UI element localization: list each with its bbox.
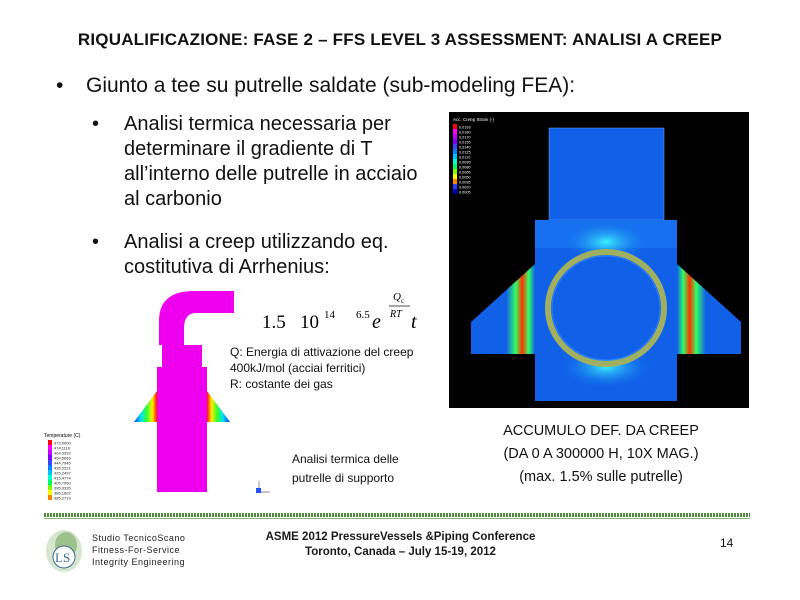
legend-value: 0,0005: [459, 190, 471, 195]
legend-value: 0,0065: [459, 170, 471, 175]
legend-swatch: [453, 164, 457, 169]
arrhenius-formula: [262, 286, 432, 336]
logo-text: LS: [55, 550, 71, 565]
formula-e: e: [372, 311, 381, 333]
company-line: Integrity Engineering: [92, 557, 186, 567]
legend-value: 0,0035: [459, 180, 471, 185]
legend-value: 0,0155: [459, 140, 471, 145]
legend-swatch: [453, 189, 457, 194]
legend-value: 464,3392: [54, 450, 71, 456]
footer-divider-line: [44, 518, 750, 519]
fea-legend-values: [459, 126, 471, 195]
legend-value: 435,0221: [54, 465, 71, 471]
legend-swatch: [453, 124, 457, 129]
axis-origin: [256, 488, 261, 493]
info-line: 400kJ/mol (acciai ferritici): [230, 361, 366, 375]
legend-value: 0,0180: [459, 130, 471, 135]
slide-title: RIQUALIFICAZIONE: FASE 2 – FFS LEVEL 3 ASSESSMENT: ANALISI A CREEP: [77, 30, 723, 49]
thermal-analysis-image: [44, 287, 284, 501]
conference-line: Toronto, Canada – July 15-19, 2012: [305, 546, 496, 558]
company-line: Fitness-For-Service: [92, 545, 181, 555]
formula-base: 10: [300, 312, 319, 333]
formula-num: Q: [393, 291, 401, 303]
caption-line: (max. 1.5% sulle putrelle): [519, 469, 683, 485]
thermal-legend: [48, 440, 52, 500]
legend-swatch: [453, 154, 457, 159]
conference-info: [228, 530, 573, 560]
legend-swatch: [48, 460, 52, 465]
legend-swatch: [453, 174, 457, 179]
legend-value: 386,1602: [54, 490, 71, 496]
legend-value: 0,0170: [459, 135, 471, 140]
formula-t: t: [411, 311, 417, 333]
legend-value: 474,1116: [54, 445, 71, 451]
legend-swatch: [48, 470, 52, 475]
legend-swatch: [453, 139, 457, 144]
formula-exponent: 14: [324, 309, 335, 321]
legend-swatch: [48, 445, 52, 450]
sub-bullet-thermal: [92, 112, 422, 212]
legend-value: 425,2497: [54, 470, 71, 476]
legend-swatch: [453, 179, 457, 184]
legend-swatch: [48, 455, 52, 460]
fea-caption: [455, 420, 747, 489]
company-name: [92, 532, 185, 568]
sub-bullet-text: Analisi a creep utilizzando eq. costitutiva di Arrhenius:: [124, 231, 389, 278]
legend-value: 415,4774: [54, 475, 71, 481]
legend-swatch: [453, 134, 457, 139]
legend-value: 0,0110: [459, 155, 471, 160]
fea-creep-image: [449, 112, 749, 408]
sub-bullet-text: Analisi termica necessaria per determinare il gradiente di T all’interno delle putrelle in acciaio al carbonio: [124, 113, 418, 210]
fea-pipe-top: [549, 128, 664, 220]
formula-den: RT: [390, 309, 402, 320]
legend-swatch: [453, 184, 457, 189]
legend-value: 0,0020: [459, 185, 471, 190]
legend-swatch: [48, 495, 52, 500]
main-bullet-text: Giunto a tee su putrelle saldate (sub-modeling FEA):: [86, 74, 576, 97]
legend-value: 473,0000: [54, 440, 71, 446]
thermal-label: Analisi termica delle putrelle di supporto: [292, 452, 399, 485]
fea-legend-title: Acc. Creep Strain (-): [453, 117, 495, 122]
legend-value: 385,2719: [54, 495, 71, 501]
legend-swatch: [48, 485, 52, 490]
formula-stress-exp: 6.5: [356, 309, 370, 321]
thermal-pipe-upper: [162, 345, 202, 367]
sub-bullet-creep: [92, 230, 422, 280]
legend-swatch: [453, 144, 457, 149]
page-number: 14: [720, 536, 734, 550]
legend-value: 0,0140: [459, 145, 471, 150]
legend-swatch: [48, 450, 52, 455]
legend-swatch: [48, 480, 52, 485]
caption-line: (DA 0 A 300000 H, 10X MAG.): [503, 446, 699, 462]
footer-divider: [44, 513, 750, 517]
legend-value: 454,5669: [54, 455, 71, 461]
thermal-gusset-right: [207, 391, 230, 422]
info-line: Q: Energia di attivazione del creep: [230, 345, 414, 359]
legend-swatch: [453, 149, 457, 154]
legend-value: 444,7945: [54, 460, 71, 466]
legend-swatch: [453, 169, 457, 174]
legend-swatch: [48, 490, 52, 495]
caption-line: ACCUMULO DEF. DA CREEP: [503, 423, 699, 439]
legend-value: 0,0080: [459, 165, 471, 170]
bullet-dot: •: [56, 74, 64, 97]
conference-line: ASME 2012 PressureVessels &Piping Conference: [265, 531, 536, 543]
legend-swatch: [453, 159, 457, 164]
thermal-elbow: [159, 291, 234, 345]
thermal-gusset-left: [134, 391, 157, 422]
legend-value: 395,9326: [54, 485, 71, 491]
legend-value: 405,7050: [54, 480, 71, 486]
legend-value: 0,0193: [459, 125, 471, 130]
legend-value: 0,0050: [459, 175, 471, 180]
bullet-dot: •: [92, 231, 100, 253]
legend-value: 0,0125: [459, 150, 471, 155]
thermal-pipe-lower: [157, 367, 207, 492]
company-logo: [42, 525, 90, 575]
formula-num-sub: c: [401, 297, 405, 305]
thermal-legend-title: Temperature (C): [44, 433, 81, 439]
legend-swatch: [48, 440, 52, 445]
bullet-dot: •: [92, 113, 100, 135]
formula-coef: 1.5: [262, 312, 286, 333]
fea-legend: [453, 124, 457, 194]
thermal-legend-values: [54, 441, 71, 501]
legend-swatch: [453, 129, 457, 134]
info-line: R: costante dei gas: [230, 377, 333, 391]
legend-swatch: [48, 465, 52, 470]
legend-swatch: [48, 475, 52, 480]
fea-hole: [552, 256, 660, 360]
company-line: Studio TecnicoScano: [92, 533, 186, 543]
legend-value: 0,0095: [459, 160, 471, 165]
